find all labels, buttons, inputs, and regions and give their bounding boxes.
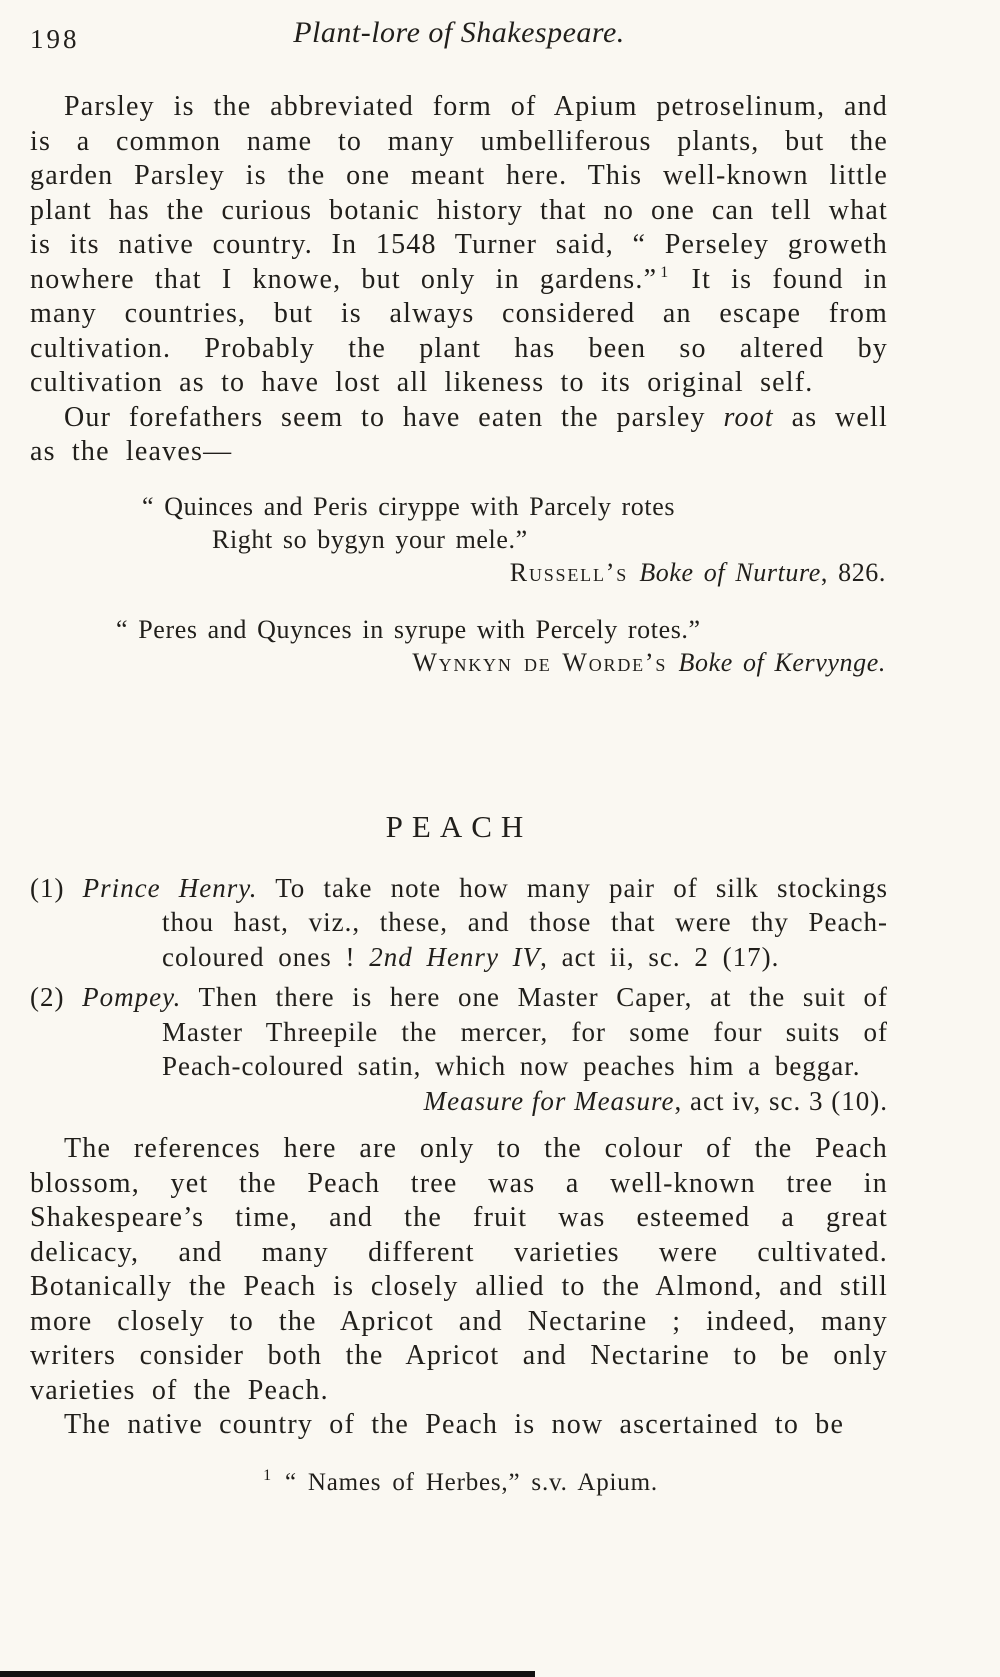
entry-text: To take note how many pair of silk stockings thou hast, viz., these, and those that were thy Peach-coloured ones ! bbox=[162, 872, 889, 972]
verse-quote-wynkyn bbox=[30, 613, 888, 679]
paragraph-parsley-root bbox=[30, 401, 888, 470]
paragraph-parsley-intro bbox=[30, 90, 888, 401]
page-header bbox=[30, 16, 888, 64]
cited-work-reference: , act ii, sc. 2 (17). bbox=[540, 941, 780, 972]
attribution-work-title: Boke of Kervynge. bbox=[678, 647, 886, 677]
speaker-name: Pompey. bbox=[82, 982, 182, 1012]
paragraph-text: as well as the leaves— bbox=[30, 401, 888, 467]
attribution-author: Russell’s bbox=[509, 557, 640, 587]
footnote-marker: 1 bbox=[660, 264, 670, 282]
entry-text: Then there is here one Master Caper, at the suit of Master Threepile the mercer, for some four suits of Peach-coloured satin, which now peaches him a beggar. bbox=[162, 982, 888, 1081]
paragraph-text: Parsley is the abbreviated form of Apium petroselinum, and is a common name to many umbelliferous plants, but the garden Parsley is the one meant here. This well-known little plant has the curious botanic history that no one can tell what is its native country. In 1548 Turner said, “ Perseley groweth nowhere that I knowe, but only in gardens.” bbox=[30, 91, 888, 295]
entry-number: (2) bbox=[30, 982, 83, 1012]
speaker-name: Prince Henry. bbox=[82, 872, 258, 903]
scan-edge-artifact bbox=[0, 1671, 535, 1677]
quote-line: “ Quinces and Peris ciryppe with Parcely rotes bbox=[142, 491, 676, 521]
emphasis-word: root bbox=[723, 401, 774, 433]
paragraph-text: Our forefathers seem to have eaten the parsley bbox=[64, 401, 724, 433]
attribution-author: Wynkyn de Worde’s bbox=[412, 647, 679, 677]
attribution-reference: , 826. bbox=[820, 557, 886, 587]
footnote-marker: 1 bbox=[263, 1467, 272, 1485]
citation-entry-2 bbox=[30, 980, 888, 1084]
quote-attribution bbox=[30, 646, 888, 679]
verse-quote-russell bbox=[30, 490, 888, 589]
paragraph-peach-native-country: The native country of the Peach is now ascertained to be bbox=[64, 1409, 845, 1440]
page-number: 198 bbox=[30, 24, 80, 54]
paragraph-text: It is found in many countries, but is always considered an escape from cultivation. Probably the plant has been so altered by cultivation as to have lost all likeness to its original self. bbox=[30, 263, 888, 398]
citation-entry-1 bbox=[30, 871, 888, 975]
section-heading-peach: PEACH bbox=[385, 808, 533, 844]
attribution-work-title: Boke of Nurture bbox=[639, 557, 821, 587]
footnote-text: “ Names of Herbes,” s.v. Apium. bbox=[273, 1468, 658, 1496]
running-title: Plant-lore of Shakespeare. bbox=[293, 16, 625, 49]
quote-line: “ Peres and Quynces in syrupe with Percely rotes.” bbox=[116, 614, 701, 644]
citation-entry-2-reference bbox=[30, 1084, 888, 1119]
entry-number: (1) bbox=[30, 872, 83, 903]
quote-line: Right so bygyn your mele.” bbox=[212, 524, 528, 554]
cited-work-reference: , act iv, sc. 3 (10). bbox=[674, 1085, 888, 1116]
cited-work-title: 2nd Henry IV bbox=[369, 941, 541, 972]
paragraph-peach-references: The references here are only to the colour of the Peach blossom, yet the Peach tree was a well-known tree in Shakespeare’s time, and the fruit was esteemed a great delicacy, and many different varieties were cultivated. Botanically the Peach is closely allied to the Almond, and still more closely to the Apricot and Nectarine ; indeed, many writers consider both the Apricot and Nectarine to be only varieties of the Peach. bbox=[30, 1133, 888, 1406]
page-footnote bbox=[30, 1469, 888, 1497]
cited-work-title: Measure for Measure bbox=[423, 1085, 675, 1116]
quote-attribution bbox=[30, 556, 888, 589]
